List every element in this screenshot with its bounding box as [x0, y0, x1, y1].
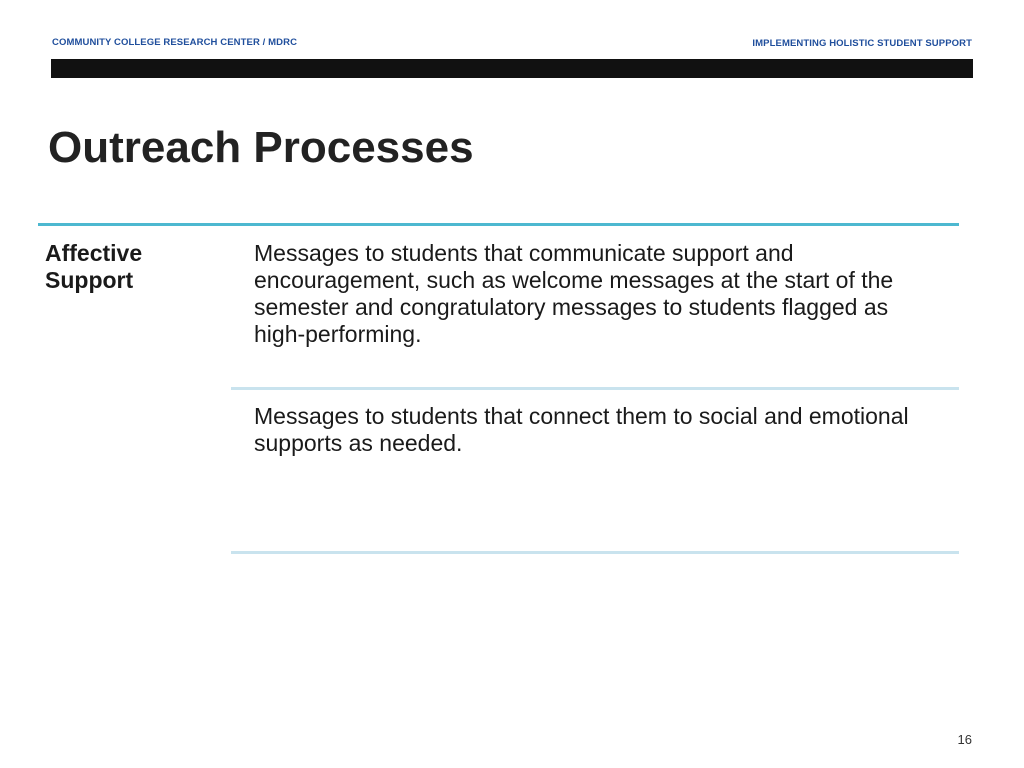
- row-divider: [231, 551, 959, 554]
- header-bar: [51, 59, 973, 78]
- row-divider: [231, 387, 959, 390]
- page-title: Outreach Processes: [48, 123, 474, 172]
- page-number: 16: [957, 732, 972, 747]
- table-top-rule: [38, 223, 959, 226]
- row-label-affective-support: Affective Support: [45, 240, 143, 293]
- table-cell: Messages to students that communicate support and encouragement, such as welcome messages at the start of the semester and congratulatory messages to students flagged as high-performing.: [254, 240, 894, 347]
- table-cell: Messages to students that connect them to social and emotional supports as needed.: [254, 403, 909, 456]
- header-report-title: IMPLEMENTING HOLISTIC STUDENT SUPPORT: [752, 38, 972, 49]
- header-organization: COMMUNITY COLLEGE RESEARCH CENTER / MDRC: [52, 37, 298, 48]
